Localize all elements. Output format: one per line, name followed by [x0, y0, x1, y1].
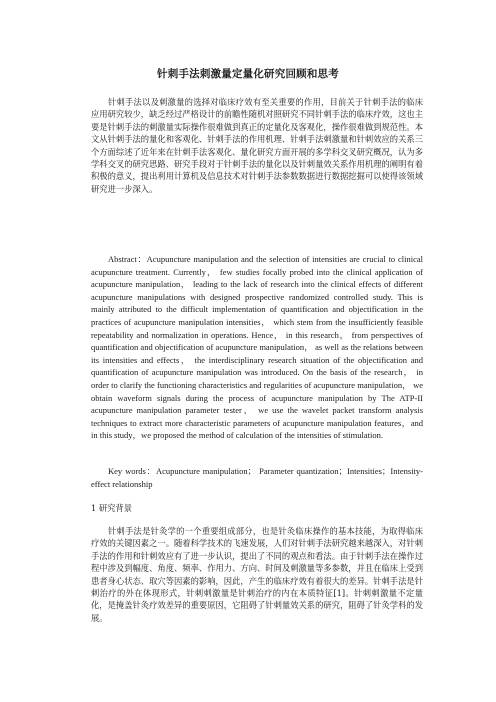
section-heading: 1 研究背景 [91, 503, 133, 513]
english-abstract: Abstract：Acupuncture manipulation and the selection of intensities are crucial to clinical acupuncture treatment. Currently， few studies focally probed into the clinical application of acupuncture manipulation， leading to the lack of research into the clinical effects of different acupuncture manipulations with designed prospective randomized controlled study. This is mainly attributed to the difficult implementation of quantification and objectification in the practices of acupuncture manipulation intensities， which stem from the insufficiently feasible repeatability and normalization in operations. Hence， in this research， from perspectives of quantification and objectification of acupuncture manipulation， as well as the relations between its intensities and effects， the interdisciplinary research situation of the objectification and quantification of acupuncture manipulation was introduced. On the basis of the research， in order to clarify the functioning characteristics and regularities of acupuncture manipulation， we obtain waveform signals during the process of acupuncture manipulation by The ATP-II acupuncture manipulation parameter tester， we use the wavelet packet transform analysis techniques to extract more characteristic parameters of acupuncture manipulation features，and in this study，we proposed the method of calculation of the intensities of stimulation. [91, 254, 423, 441]
body-paragraph: 针刺手法是针灸学的一个重要组成部分，也是针灸临床操作的基本技能，为取得临床疗效的关键因素之一。随着科学技术的飞速发展，人们对针刺手法研究越来越深入，对针刺手法的作用和针刺效应有了进一步认识，提出了不同的观点和看法。由于针刺手法在操作过程中涉及到幅度、角度、频率、作用力、方向、时间及刺激量等多参数，并且在临床上受到患者身心状态、取穴等因素的影响，因此，产生的临床疗效有着很大的差异。针刺手法是针刺治疗的外在体现形式，针刺刺激量是针刺治疗的内在本质特征[1]。针刺刺激量不定量化，是掩盖针灸疗效差异的重要原因，它阻碍了针刺量效关系的研究，阻碍了针灸学科的发展。 [91, 526, 423, 623]
keywords: Key words：Acupuncture manipulation； Parameter quantization；Intensities；Intensity-effect relationship [91, 466, 423, 489]
document-title: 针刺手法刺激量定量化研究回顾和思考 [157, 68, 339, 80]
chinese-abstract: 针刺手法以及刺激量的选择对临床疗效有至关重要的作用，目前关于针刺手法的临床应用研究较少，缺乏经过严格设计的前瞻性随机对照研究不同针刺手法的临床疗效，这也主要是针刺手法的刺激量实际操作很难做到真正的定量化及客观化，操作很难做到规范性。本文从针刺手法的量化和客观化、针刺手法的作用机理、针刺手法刺激量和针刺效应的关系三个方面综述了近年来在针刺手法客观化、量化研究方面开展的多学科交叉研究概况，认为多学科交叉的研究思路、研究手段对于针刺手法的量化以及针刺量效关系作用机理的阐明有着积极的意义，提出利用计算机及信息技术对针刺手法参数数据进行数据挖掘可以使得该领域研究进一步深入。 [91, 97, 423, 194]
